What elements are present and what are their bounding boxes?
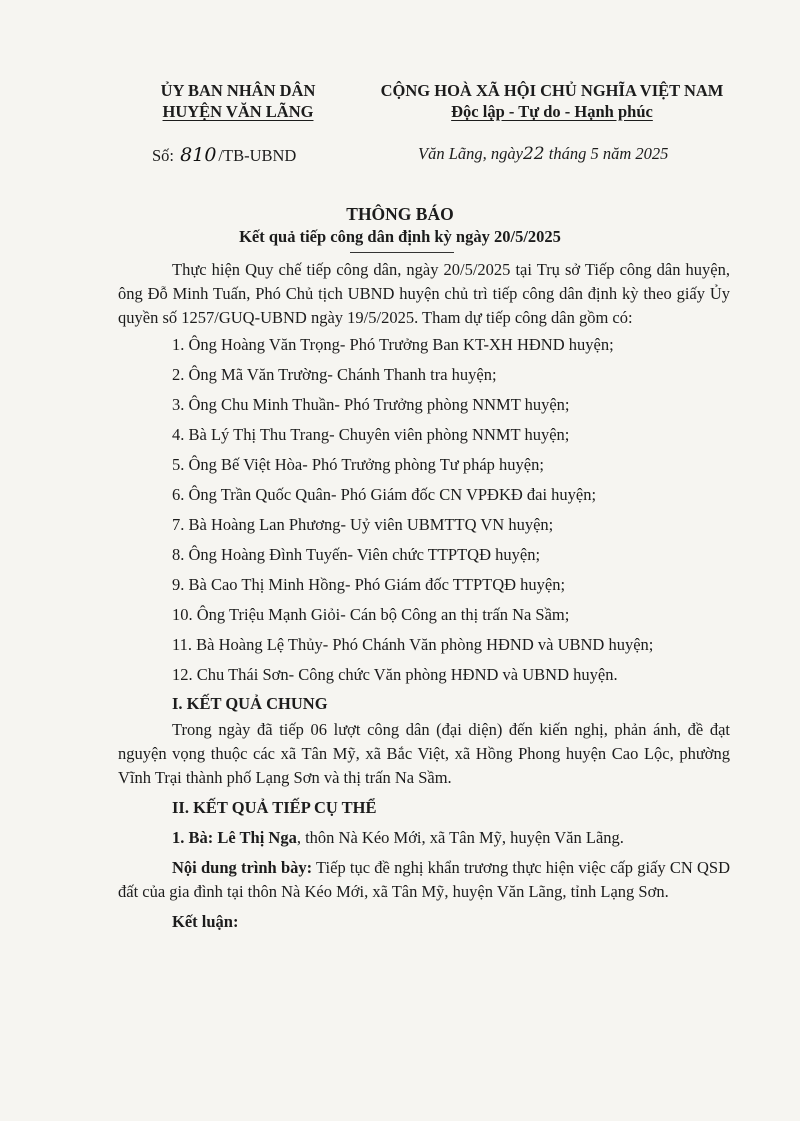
attendee-item: 3. Ông Chu Minh Thuần- Phó Trưởng phòng NNMT huyện; [172,395,570,414]
intro-paragraph: Thực hiện Quy chế tiếp công dân, ngày 20/5/2025 tại Trụ sở Tiếp công dân huyện, ông Đỗ Minh Tuấn, Phó Chủ tịch UBND huyện chủ trì tiếp công dân định kỳ theo giấy Ủy quyền số 1257/GUQ-UBND ngày 19/5/2025. Tham dự tiếp công dân gồm có: [118,260,730,327]
place-prefix: Văn Lãng, ngày [418,144,523,163]
issuer-header [118,80,358,122]
attendee-item: 8. Ông Hoàng Đình Tuyến- Viên chức TTPTQĐ huyện; [172,545,541,564]
case-1-label: 1. Bà: [172,828,214,847]
attendee-item: 10. Ông Triệu Mạnh Giỏi- Cán bộ Công an thị trấn Na Sầm; [172,605,570,624]
place-suffix: tháng 5 năm 2025 [548,144,669,163]
section-1-text: Trong ngày đã tiếp 06 lượt công dân (đại diện) đến kiến nghị, phản ánh, đề đạt nguyện vọng thuộc các xã Tân Mỹ, xã Bắc Việt, xã Hồng Phong huyện Cao Lộc, phường Vĩnh Trại thành phố Lạng Sơn và thị trấn Na Sầm. [118,720,730,787]
day-handwritten: 22 [522,144,545,164]
case-1-line [118,826,730,850]
national-title: CỘNG HOÀ XÃ HỘI CHỦ NGHĨA VIỆT NAM [380,81,724,100]
attendee-item: 5. Ông Bế Việt Hòa- Phó Trưởng phòng Tư pháp huyện; [172,455,544,474]
attendee-item: 2. Ông Mã Văn Trường- Chánh Thanh tra huyện; [172,365,497,384]
attendee-item: 7. Bà Hoàng Lan Phương- Uỷ viên UBMTTQ VN huyện; [172,515,554,534]
conclusion-line [118,910,730,934]
attendee-item: 12. Chu Thái Sơn- Công chức Văn phòng HĐND và UBND huyện. [172,665,618,684]
doc-no-suffix: /TB-UBND [218,146,297,165]
document-title: THÔNG BÁO [346,204,454,224]
national-motto: Độc lập - Tự do - Hạnh phúc [451,102,653,121]
doc-no-prefix: Số: [152,146,175,165]
content-text: Tiếp tục đề nghị khẩn trương thực hiện việc cấp giấy CN QSD đất của gia đình tại thôn Nà Kéo Mới, xã Tân Mỹ, huyện Văn Lãng, tỉnh Lạng Sơn. [118,858,730,901]
national-header [352,80,752,122]
section-2-heading: II. KẾT QUẢ TIẾP CỤ THỂ [172,798,377,817]
case-1-content [118,856,730,904]
document-body [118,258,730,934]
document-number [152,144,296,166]
content-label: Nội dung trình bày: [172,858,313,877]
doc-no-handwritten: 810 [180,144,217,166]
attendee-item: 11. Bà Hoàng Lệ Thủy- Phó Chánh Văn phòng HĐND và UBND huyện; [172,635,654,654]
attendee-item: 4. Bà Lý Thị Thu Trang- Chuyên viên phòng NNMT huyện; [172,425,570,444]
conclusion-label: Kết luận: [172,912,239,931]
issuer-line-2: HUYỆN VĂN LÃNG [162,102,314,121]
case-1-name: Lê Thị Nga [217,828,297,847]
attendee-item: 9. Bà Cao Thị Minh Hồng- Phó Giám đốc TTPTQĐ huyện; [172,575,566,594]
document-subtitle: Kết quả tiếp công dân định kỳ ngày 20/5/2025 [239,227,561,246]
place-date [418,144,668,164]
title-divider [350,252,454,253]
issuer-line-1: ỦY BAN NHÂN DÂN [160,81,316,100]
attendee-item: 1. Ông Hoàng Văn Trọng- Phó Trưởng Ban KT-XH HĐND huyện; [172,335,614,354]
section-1-heading: I. KẾT QUẢ CHUNG [172,694,328,713]
attendee-item: 6. Ông Trần Quốc Quân- Phó Giám đốc CN VPĐKĐ đai huyện; [172,485,597,504]
case-1-address: , thôn Nà Kéo Mới, xã Tân Mỹ, huyện Văn Lãng. [296,828,624,847]
